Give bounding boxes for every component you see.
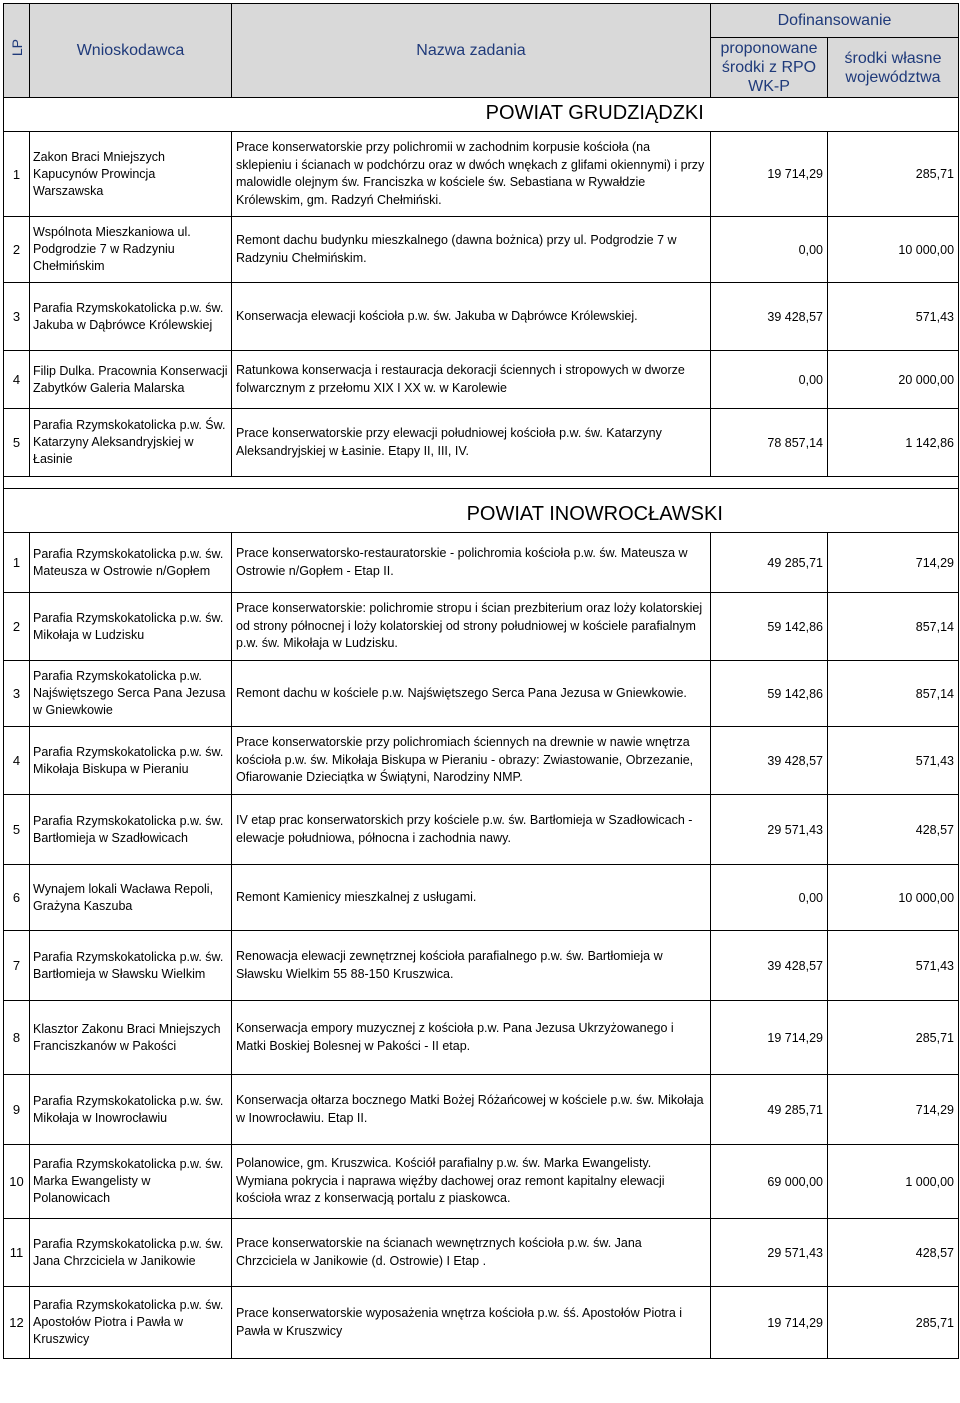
row-number: 6 [4, 865, 30, 931]
own-funds-amount: 285,71 [828, 1001, 959, 1075]
row-number: 1 [4, 533, 30, 593]
task-cell: Remont dachu w kościele p.w. Najświętszego Serca Pana Jezusa w Gniewkowie. [232, 661, 711, 727]
own-funds-amount: 571,43 [828, 727, 959, 795]
row-number: 2 [4, 593, 30, 661]
table-row [4, 533, 959, 593]
task-cell: Prace konserwatorskie przy polichromii w zachodnim korpusie kościoła (na sklepieniu i ścianach w podchórzu oraz w dwóch wnękach z glifami okiennymi) i przy malowidle olejnym św. Franciszka w kościele św. Sebastiana w Rywałdzie Królewskim, gm. Radzyń Chełmiński. [232, 132, 711, 217]
own-funds-amount: 857,14 [828, 593, 959, 661]
table-row [4, 1219, 959, 1287]
row-number: 1 [4, 132, 30, 217]
own-funds-amount: 428,57 [828, 1219, 959, 1287]
rpo-amount: 69 000,00 [711, 1145, 828, 1219]
task-cell: Ratunkowa konserwacja i restauracja dekoracji ściennych i stropowych w dworze folwarcznym z przełomu XIX I XX w. w Karolewie [232, 351, 711, 409]
section-title: POWIAT INOWROCŁAWSKI [232, 489, 959, 533]
rpo-amount: 59 142,86 [711, 661, 828, 727]
task-cell: Prace konserwatorsko-restauratorskie - polichromia kościoła p.w. św. Mateusza w Ostrowie n/Gopłem - Etap II. [232, 533, 711, 593]
rpo-amount: 78 857,14 [711, 409, 828, 477]
rpo-amount: 0,00 [711, 351, 828, 409]
row-number: 11 [4, 1219, 30, 1287]
table-row [4, 865, 959, 931]
rpo-amount: 0,00 [711, 865, 828, 931]
row-number: 8 [4, 1001, 30, 1075]
rpo-amount: 19 714,29 [711, 1287, 828, 1359]
table-body [4, 98, 959, 1359]
row-number: 7 [4, 931, 30, 1001]
applicant-cell: Parafia Rzymskokatolicka p.w. św. Mikołaja Biskupa w Pieraniu [30, 727, 232, 795]
task-cell: Prace konserwatorskie: polichromie stropu i ścian prezbiterium oraz loży kolatorskiej od strony północnej i loży kolatorskiej od strony południowej w kościele parafialnym p.w. św. Mikołaja w Ludzisku. [232, 593, 711, 661]
lp-header-label: LP [8, 39, 25, 57]
task-cell: Prace konserwatorskie przy polichromiach ściennych na drewnie w nawie wnętrza kościoła p.w. św. Mikołaja Biskupa w Pieraniu - obrazy: Zwiastowanie, Obrzezanie, Ofiarowanie Dzieciątka w Świątyni, Narodziny NMP. [232, 727, 711, 795]
table-row [4, 727, 959, 795]
table-row [4, 351, 959, 409]
rpo-amount: 39 428,57 [711, 283, 828, 351]
table-row [4, 132, 959, 217]
row-number: 4 [4, 727, 30, 795]
own-funds-amount: 857,14 [828, 661, 959, 727]
row-number: 5 [4, 409, 30, 477]
rpo-amount: 49 285,71 [711, 1075, 828, 1145]
own-funds-amount: 571,43 [828, 931, 959, 1001]
rpo-header: proponowane środki z RPO WK-P [711, 38, 828, 98]
section-gap [4, 477, 959, 489]
own-funds-amount: 20 000,00 [828, 351, 959, 409]
task-cell: Renowacja elewacji zewnętrznej kościoła parafialnego p.w. św. Bartłomieja w Sławsku Wielkim 55 88-150 Kruszwica. [232, 931, 711, 1001]
section-title: POWIAT GRUDZIĄDZKI [232, 98, 959, 132]
row-number: 3 [4, 283, 30, 351]
table-row [4, 795, 959, 865]
applicant-cell: Wspólnota Mieszkaniowa ul. Podgrodzie 7 w Radzyniu Chełmińskim [30, 217, 232, 283]
rpo-amount: 29 571,43 [711, 1219, 828, 1287]
rpo-amount: 39 428,57 [711, 727, 828, 795]
own-funds-amount: 285,71 [828, 132, 959, 217]
own-funds-amount: 571,43 [828, 283, 959, 351]
applicant-cell: Parafia Rzymskokatolicka p.w. św. Jakuba w Dąbrówce Królewskiej [30, 283, 232, 351]
own-funds-amount: 1 142,86 [828, 409, 959, 477]
applicant-cell: Klasztor Zakonu Braci Mniejszych Franciszkanów w Pakości [30, 1001, 232, 1075]
applicant-cell: Parafia Rzymskokatolicka p.w. św. Mikołaja w Inowrocławiu [30, 1075, 232, 1145]
task-cell: Polanowice, gm. Kruszwica. Kościół parafialny p.w. św. Marka Ewangelisty. Wymiana pokrycia i naprawa więźby dachowej oraz remont kapitalny elewacji kościoła wraz z konserwacją portalu z piaskowca. [232, 1145, 711, 1219]
row-number: 10 [4, 1145, 30, 1219]
applicant-cell: Parafia Rzymskokatolicka p.w. św. Bartłomieja w Szadłowicach [30, 795, 232, 865]
table-row [4, 593, 959, 661]
table-row [4, 1001, 959, 1075]
rpo-amount: 29 571,43 [711, 795, 828, 865]
applicant-cell: Filip Dulka. Pracownia Konserwacji Zabytków Galeria Malarska [30, 351, 232, 409]
funding-table [3, 3, 959, 1359]
row-number: 5 [4, 795, 30, 865]
lp-header [4, 4, 30, 98]
applicant-cell: Parafia Rzymskokatolicka p.w. św. Mikołaja w Ludzisku [30, 593, 232, 661]
task-cell: Konserwacja ołtarza bocznego Matki Bożej Różańcowej w kościele p.w. św. Mikołaja w Inowrocławiu. Etap II. [232, 1075, 711, 1145]
own-funds-amount: 285,71 [828, 1287, 959, 1359]
table-row [4, 1145, 959, 1219]
row-number: 4 [4, 351, 30, 409]
applicant-cell: Parafia Rzymskokatolicka p.w. św. Marka Ewangelisty w Polanowicach [30, 1145, 232, 1219]
applicant-cell: Zakon Braci Mniejszych Kapucynów Prowincja Warszawska [30, 132, 232, 217]
task-cell: IV etap prac konserwatorskich przy kościele p.w. św. Bartłomieja w Szadłowicach - elewacje południowa, północna i zachodnia nawy. [232, 795, 711, 865]
row-number: 12 [4, 1287, 30, 1359]
task-cell: Prace konserwatorskie wyposażenia wnętrza kościoła p.w. śś. Apostołów Piotra i Pawła w Kruszwicy [232, 1287, 711, 1359]
task-cell: Remont Kamienicy mieszkalnej z usługami. [232, 865, 711, 931]
rpo-amount: 39 428,57 [711, 931, 828, 1001]
row-number: 3 [4, 661, 30, 727]
applicant-header: Wnioskodawca [30, 4, 232, 98]
table-row [4, 1075, 959, 1145]
row-number: 2 [4, 217, 30, 283]
rpo-amount: 59 142,86 [711, 593, 828, 661]
task-cell: Remont dachu budynku mieszkalnego (dawna bożnica) przy ul. Podgrodzie 7 w Radzyniu Chełmińskim. [232, 217, 711, 283]
table-row [4, 409, 959, 477]
task-cell: Konserwacja empory muzycznej z kościoła p.w. Pana Jezusa Ukrzyżowanego i Matki Boskiej Bolesnej w Pakości - II etap. [232, 1001, 711, 1075]
header-row-top [4, 4, 959, 38]
applicant-cell: Parafia Rzymskokatolicka p.w. św. Apostołów Piotra i Pawła w Kruszwicy [30, 1287, 232, 1359]
table-row [4, 217, 959, 283]
applicant-cell: Parafia Rzymskokatolicka p.w. Najświętszego Serca Pana Jezusa w Gniewkowie [30, 661, 232, 727]
table-row [4, 283, 959, 351]
applicant-cell: Parafia Rzymskokatolicka p.w. św. Bartłomieja w Sławsku Wielkim [30, 931, 232, 1001]
table-row [4, 1287, 959, 1359]
own-funds-header: środki własne województwa [828, 38, 959, 98]
applicant-cell: Parafia Rzymskokatolicka p.w. Św. Katarzyny Aleksandryjskiej w Łasinie [30, 409, 232, 477]
table-row [4, 931, 959, 1001]
task-header: Nazwa zadania [232, 4, 711, 98]
own-funds-amount: 428,57 [828, 795, 959, 865]
rpo-amount: 49 285,71 [711, 533, 828, 593]
own-funds-amount: 1 000,00 [828, 1145, 959, 1219]
row-number: 9 [4, 1075, 30, 1145]
section-header-row [4, 489, 959, 533]
applicant-cell: Parafia Rzymskokatolicka p.w. św. Mateusza w Ostrowie n/Gopłem [30, 533, 232, 593]
table-row [4, 661, 959, 727]
own-funds-amount: 714,29 [828, 1075, 959, 1145]
own-funds-amount: 10 000,00 [828, 865, 959, 931]
funding-header: Dofinansowanie [711, 4, 959, 38]
task-cell: Konserwacja elewacji kościoła p.w. św. Jakuba w Dąbrówce Królewskiej. [232, 283, 711, 351]
section-header-row [4, 98, 959, 132]
applicant-cell: Wynajem lokali Wacława Repoli, Grażyna Kaszuba [30, 865, 232, 931]
applicant-cell: Parafia Rzymskokatolicka p.w. św. Jana Chrzciciela w Janikowie [30, 1219, 232, 1287]
own-funds-amount: 10 000,00 [828, 217, 959, 283]
task-cell: Prace konserwatorskie przy elewacji południowej kościoła p.w. św. Katarzyny Aleksandryjskiej w Łasinie. Etapy II, III, IV. [232, 409, 711, 477]
rpo-amount: 0,00 [711, 217, 828, 283]
rpo-amount: 19 714,29 [711, 132, 828, 217]
own-funds-amount: 714,29 [828, 533, 959, 593]
rpo-amount: 19 714,29 [711, 1001, 828, 1075]
task-cell: Prace konserwatorskie na ścianach wewnętrznych kościoła p.w. św. Jana Chrzciciela w Janikowie (d. Ostrowie) I Etap . [232, 1219, 711, 1287]
